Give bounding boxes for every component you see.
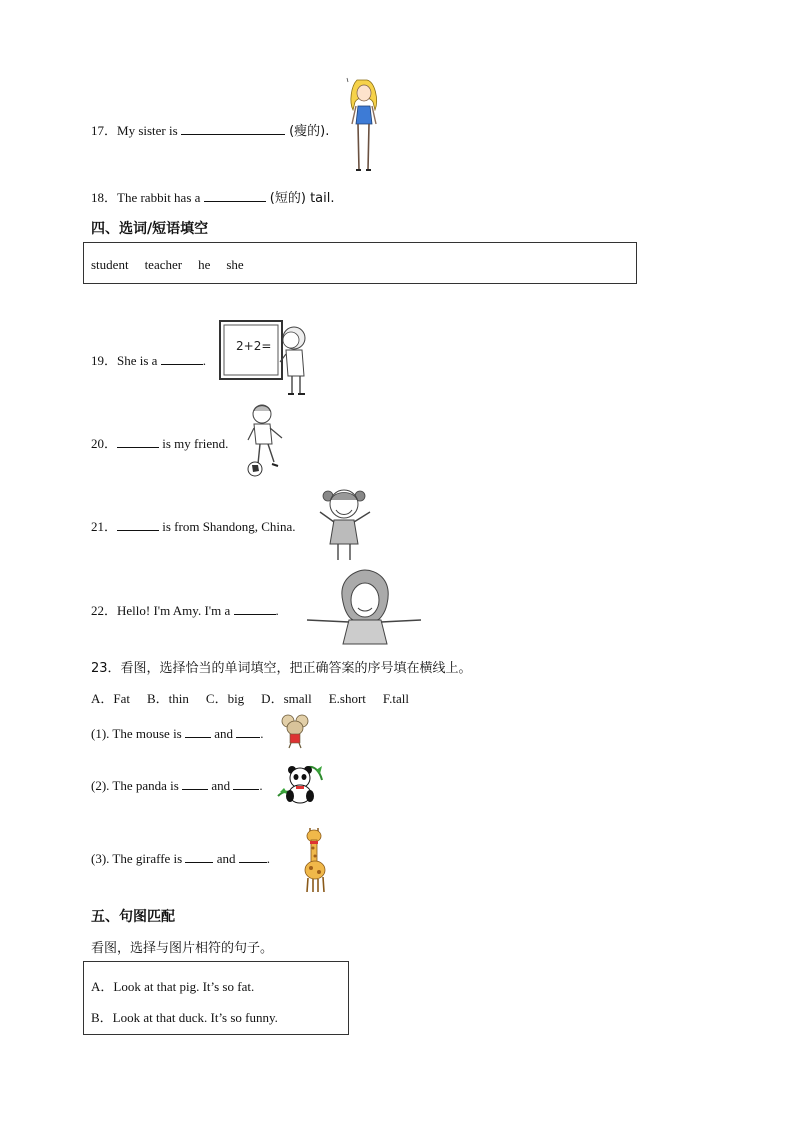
boy-with-ball-illustration — [242, 402, 297, 480]
question-text: She is a — [117, 353, 161, 368]
word-bank — [83, 242, 637, 284]
question-text: is my friend. — [159, 436, 229, 451]
answer-blank[interactable] — [181, 122, 285, 135]
answer-blank[interactable] — [185, 850, 213, 863]
question-number: 17． — [91, 123, 118, 138]
mouse-icon — [281, 714, 309, 750]
girl-illustration — [343, 76, 388, 176]
question-text: (1). The mouse is — [91, 726, 185, 741]
question-21 — [91, 516, 296, 535]
section-title: 四、选词/短语填空 — [91, 221, 209, 237]
question-18 — [91, 187, 334, 206]
punctuation: . — [260, 726, 264, 741]
question-19 — [91, 350, 206, 369]
word-bank-list — [91, 257, 244, 273]
word-option: he — [198, 257, 211, 272]
teacher-illustration — [218, 318, 314, 398]
punctuation: . — [259, 778, 263, 793]
question-number: 22． — [91, 603, 118, 618]
hint-text: (短的) tail. — [265, 191, 335, 206]
sentence-box — [83, 961, 349, 1035]
punctuation: . — [275, 603, 279, 618]
conjunction: and — [211, 726, 237, 741]
question-text: (3). The giraffe is — [91, 851, 186, 866]
sentence-option-a: A．Look at that pig. It’s so fat. — [91, 979, 255, 994]
question-23-3 — [91, 850, 270, 867]
question-23-2 — [91, 777, 263, 794]
sentence-option-b: B．Look at that duck. It’s so funny. — [91, 1010, 278, 1025]
question-17 — [91, 120, 329, 139]
punctuation: . — [266, 851, 270, 866]
question-text: (2). The panda is — [91, 778, 183, 793]
answer-blank[interactable] — [117, 518, 159, 531]
answer-blank[interactable] — [236, 725, 260, 738]
word-option: teacher — [144, 257, 183, 272]
answer-blank[interactable] — [233, 777, 259, 790]
question-text: My sister is — [117, 123, 181, 138]
amy-illustration — [303, 568, 425, 646]
section-title: 五、句图匹配 — [91, 909, 175, 925]
word-option: she — [226, 257, 244, 272]
conjunction: and — [213, 851, 239, 866]
girl-waving-illustration — [314, 484, 380, 564]
question-23-1 — [91, 725, 264, 742]
instruction-text: 看图，选择与图片相符的句子。 — [91, 941, 274, 956]
svg-text:2+2=: 2+2= — [236, 339, 272, 353]
answer-blank[interactable] — [182, 777, 208, 790]
question-23-title: 23．看图，选择恰当的单词填空，把正确答案的序号填在横线上。 — [91, 661, 472, 676]
question-number: 20． — [91, 436, 118, 451]
question-22 — [91, 600, 279, 619]
punctuation: . — [202, 353, 206, 368]
panda-icon — [276, 762, 324, 806]
question-number: 19． — [91, 353, 118, 368]
answer-blank[interactable] — [185, 725, 211, 738]
question-20 — [91, 433, 228, 452]
answer-blank[interactable] — [234, 602, 276, 615]
giraffe-icon — [300, 826, 330, 894]
answer-blank[interactable] — [117, 435, 159, 448]
word-option: student — [91, 257, 129, 272]
conjunction: and — [208, 778, 234, 793]
answer-blank[interactable] — [204, 189, 266, 202]
question-text: The rabbit has a — [117, 190, 204, 205]
question-text: is from Shandong, China. — [159, 519, 296, 534]
question-number: 18． — [91, 190, 118, 205]
hint-text: (瘦的). — [284, 124, 330, 139]
question-number: 21． — [91, 519, 118, 534]
answer-blank[interactable] — [239, 850, 267, 863]
answer-blank[interactable] — [161, 352, 203, 365]
answer-options: A．Fat B．thin C．big D．small E.short F.tall — [91, 691, 409, 706]
question-text: Hello! I'm Amy. I'm a — [117, 603, 234, 618]
